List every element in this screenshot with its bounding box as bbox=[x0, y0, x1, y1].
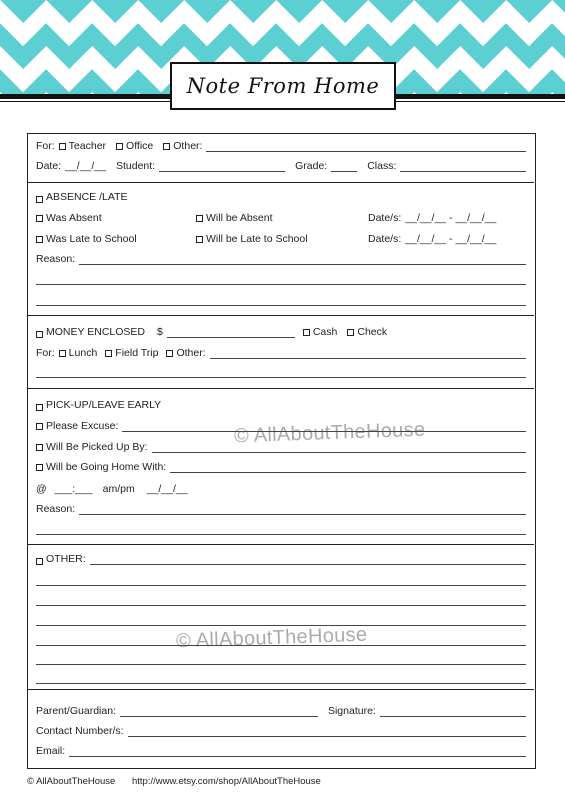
checkbox-icon bbox=[36, 464, 43, 471]
contact-section bbox=[28, 690, 534, 768]
pickup-section bbox=[28, 389, 534, 545]
grade-label: Grade: bbox=[295, 160, 328, 172]
signature-field[interactable] bbox=[380, 707, 526, 717]
checkbox-icon bbox=[105, 350, 112, 357]
other-heading: OTHER: bbox=[46, 553, 86, 565]
writing-line[interactable] bbox=[36, 534, 526, 535]
footer-copyright: © AllAboutTheHouse bbox=[27, 776, 116, 787]
student-field[interactable] bbox=[159, 162, 285, 172]
dates-label: Date/s: bbox=[368, 212, 402, 224]
absence-reason-field[interactable] bbox=[79, 255, 526, 265]
will-be-late-checkbox[interactable]: Will be Late to School bbox=[196, 233, 358, 245]
lunch-checkbox[interactable]: Lunch bbox=[59, 347, 98, 359]
please-excuse-checkbox[interactable]: Please Excuse: bbox=[36, 420, 118, 432]
pickup-reason-field[interactable] bbox=[79, 505, 526, 515]
writing-line[interactable] bbox=[36, 664, 526, 665]
email-field[interactable] bbox=[69, 747, 526, 757]
email-label: Email: bbox=[36, 745, 66, 757]
title-box bbox=[170, 62, 396, 110]
office-checkbox[interactable]: Office bbox=[116, 140, 153, 152]
going-home-with-field[interactable] bbox=[170, 463, 526, 473]
signature-label: Signature: bbox=[327, 705, 376, 717]
copyright-watermark: © AllAboutTheHouse bbox=[233, 418, 426, 448]
money-checkbox[interactable] bbox=[36, 331, 43, 338]
checkbox-icon bbox=[166, 350, 173, 357]
checkbox-icon bbox=[196, 236, 203, 243]
parent-field[interactable] bbox=[120, 707, 318, 717]
other-note-checkbox[interactable] bbox=[36, 558, 43, 565]
recipient-section bbox=[28, 134, 534, 183]
other-section bbox=[28, 545, 534, 690]
for-other-field[interactable] bbox=[206, 142, 526, 152]
picked-up-by-checkbox[interactable]: Will Be Picked Up By: bbox=[36, 441, 148, 453]
date-field[interactable]: __/__/__ bbox=[65, 160, 106, 172]
page-title: Note From Home bbox=[186, 74, 380, 98]
student-label: Student: bbox=[115, 160, 156, 172]
money-for-label: For: bbox=[36, 347, 55, 359]
cash-checkbox[interactable]: Cash bbox=[303, 326, 338, 338]
date-label: Date: bbox=[36, 160, 62, 172]
ampm-label: am/pm bbox=[102, 483, 135, 495]
amount-field[interactable] bbox=[167, 328, 295, 338]
writing-line[interactable] bbox=[36, 585, 526, 586]
field-trip-checkbox[interactable]: Field Trip bbox=[105, 347, 158, 359]
parent-label: Parent/Guardian: bbox=[36, 705, 116, 717]
absence-section bbox=[28, 183, 534, 316]
pickup-checkbox[interactable] bbox=[36, 404, 43, 411]
writing-line[interactable] bbox=[36, 683, 526, 684]
please-excuse-field[interactable] bbox=[122, 422, 526, 432]
reason-label: Reason: bbox=[36, 503, 76, 515]
at-symbol: @ bbox=[36, 483, 47, 495]
absent-dates-field[interactable]: __/__/__ - __/__/__ bbox=[405, 212, 497, 224]
money-heading: MONEY ENCLOSED bbox=[46, 326, 145, 338]
note-form bbox=[27, 133, 536, 769]
checkbox-icon bbox=[36, 236, 43, 243]
time-field[interactable]: ___:___ bbox=[54, 483, 93, 495]
class-label: Class: bbox=[367, 160, 397, 172]
writing-line[interactable] bbox=[36, 377, 526, 378]
checkbox-icon bbox=[59, 350, 66, 357]
checkbox-icon bbox=[116, 143, 123, 150]
footer-url[interactable]: http://www.etsy.com/shop/AllAboutTheHouse bbox=[131, 776, 321, 787]
writing-line[interactable] bbox=[36, 305, 526, 306]
checkbox-icon bbox=[36, 444, 43, 451]
writing-line[interactable] bbox=[36, 284, 526, 285]
copyright-watermark: © AllAboutTheHouse bbox=[175, 623, 368, 653]
checkbox-icon bbox=[59, 143, 66, 150]
page-footer bbox=[27, 776, 321, 787]
writing-line[interactable] bbox=[36, 605, 526, 606]
checkbox-icon bbox=[36, 215, 43, 222]
was-late-checkbox[interactable]: Was Late to School bbox=[36, 233, 186, 245]
dates-label: Date/s: bbox=[368, 233, 402, 245]
going-home-with-checkbox[interactable]: Will be Going Home With: bbox=[36, 461, 166, 473]
absence-checkbox[interactable] bbox=[36, 196, 43, 203]
checkbox-icon bbox=[303, 329, 310, 336]
other-checkbox[interactable]: Other: bbox=[163, 140, 202, 152]
contact-label: Contact Number/s: bbox=[36, 725, 124, 737]
writing-line[interactable] bbox=[36, 645, 526, 646]
absence-heading: ABSENCE /LATE bbox=[46, 191, 128, 203]
checkbox-icon bbox=[196, 215, 203, 222]
other-note-field[interactable] bbox=[90, 555, 526, 565]
money-other-field[interactable] bbox=[210, 349, 526, 359]
class-field[interactable] bbox=[400, 162, 526, 172]
contact-field[interactable] bbox=[128, 727, 526, 737]
checkbox-icon bbox=[36, 423, 43, 430]
pickup-heading: PICK-UP/LEAVE EARLY bbox=[46, 399, 162, 411]
checkbox-icon bbox=[347, 329, 354, 336]
money-section bbox=[28, 316, 534, 389]
money-other-checkbox[interactable]: Other: bbox=[166, 347, 205, 359]
writing-line[interactable] bbox=[36, 625, 526, 626]
late-dates-field[interactable]: __/__/__ - __/__/__ bbox=[405, 233, 497, 245]
reason-label: Reason: bbox=[36, 253, 76, 265]
check-checkbox[interactable]: Check bbox=[347, 326, 387, 338]
picked-up-by-field[interactable] bbox=[152, 443, 526, 453]
for-label: For: bbox=[36, 140, 55, 152]
pickup-date-field[interactable]: __/__/__ bbox=[146, 483, 188, 495]
teacher-checkbox[interactable]: Teacher bbox=[59, 140, 106, 152]
checkbox-icon bbox=[163, 143, 170, 150]
will-be-absent-checkbox[interactable]: Will be Absent bbox=[196, 212, 358, 224]
grade-field[interactable] bbox=[331, 162, 357, 172]
was-absent-checkbox[interactable]: Was Absent bbox=[36, 212, 186, 224]
currency-symbol: $ bbox=[157, 326, 163, 338]
